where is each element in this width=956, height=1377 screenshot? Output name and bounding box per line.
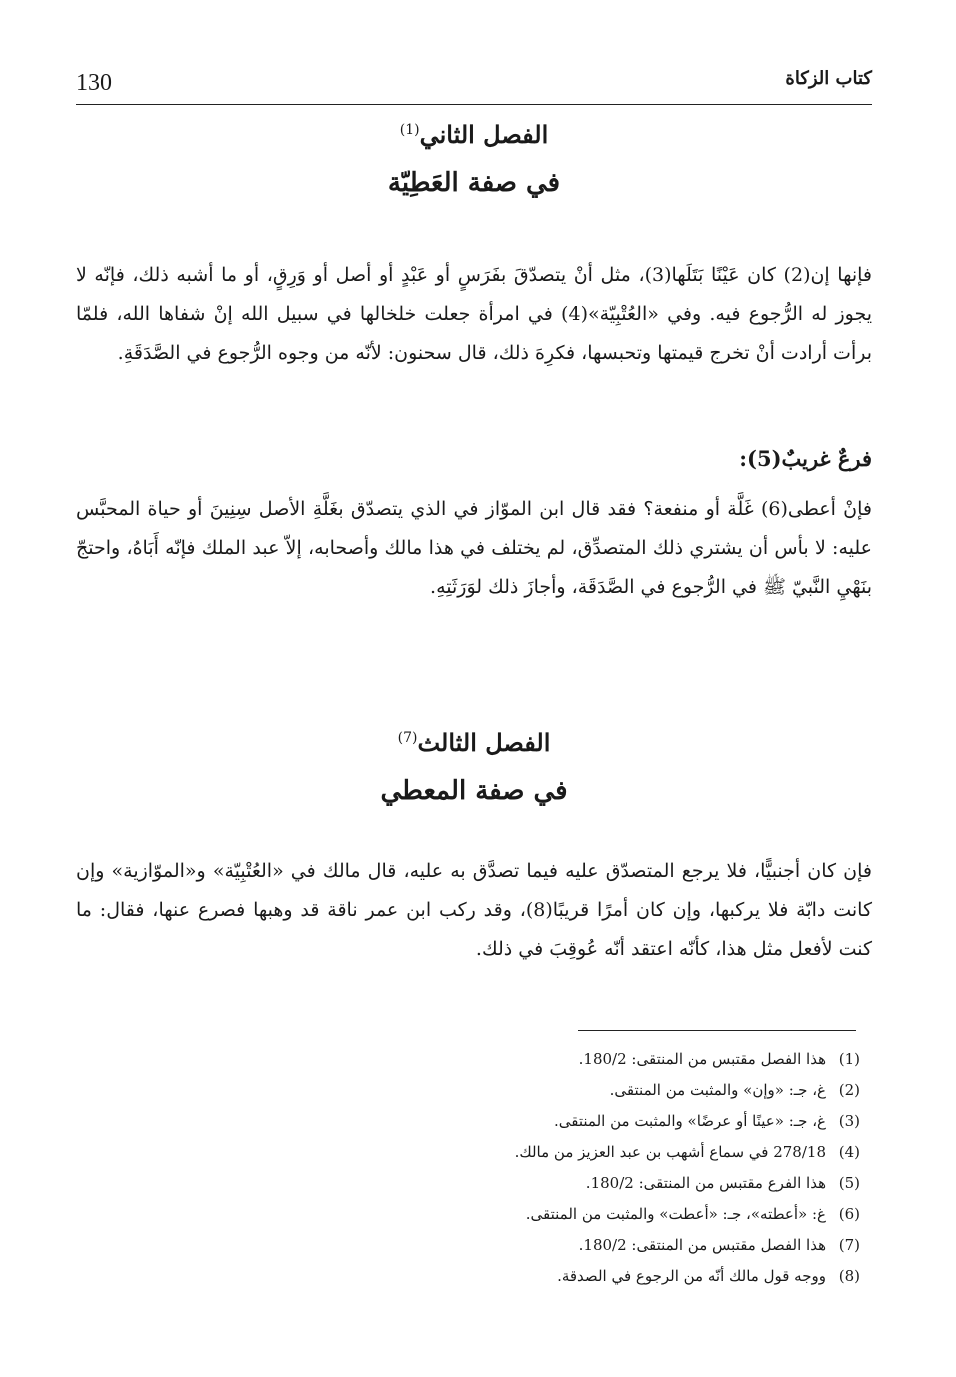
section-2-title [76, 120, 872, 149]
section-3-subtitle: في صفة المعطي [380, 776, 568, 806]
footnote-number: (5) [838, 1174, 860, 1192]
footnote-text: غ، جـ: «وإن» والمثبت من المنتقى. [609, 1081, 826, 1099]
footnote-number: (6) [838, 1205, 860, 1223]
footnote-rule [578, 1030, 856, 1031]
footnote-item [300, 1199, 860, 1230]
footnotes [300, 1044, 860, 1292]
footnote-ref-7: (7) [397, 730, 418, 746]
branch-heading: فرعٌ غريبٌ(5): [739, 446, 872, 471]
footnote-item [300, 1044, 860, 1075]
section-3-title-text: الفصل الثالث [417, 728, 551, 757]
footnote-item [300, 1261, 860, 1292]
footnote-text: هذا الفصل مقتبس من المنتقى: 180/2. [578, 1050, 826, 1068]
footnote-number: (2) [838, 1081, 860, 1099]
footnote-text: 278/18 في سماع أشهب بن عبد العزيز من مالك. [514, 1143, 826, 1161]
section-3-title [76, 728, 872, 757]
book-title: كتاب الزكاة [785, 68, 872, 89]
footnote-number: (3) [838, 1112, 860, 1130]
footnote-item [300, 1106, 860, 1137]
header-rule [76, 104, 872, 105]
running-header [76, 60, 872, 100]
footnote-number: (8) [838, 1267, 860, 1285]
footnote-text: هذا الفصل مقتبس من المنتقى: 180/2. [578, 1236, 826, 1254]
footnote-item [300, 1137, 860, 1168]
footnote-number: (1) [838, 1050, 860, 1068]
branch-paragraph: فإنْ أعطى(6) غَلَّة أو منفعة؟ فقد قال ابن الموّاز في الذي يتصدّق بغَلَّةِ الأصل سِنِينَ أو حياة المحبَّس عليه: لا بأس أن يشتري ذلك المتصدِّق، لم يختلف في هذا مالك وأصحابه، إلاّ عبد الملك فإنّه أَبَاهُ، واحتجّ بنَهْيِ النَّبيّ ﷺ في الرُّجوع في الصَّدَقَة، وأجازَ ذلك لوَرَثَتِهِ. [76, 498, 872, 598]
footnote-text: هذا الفرع مقتبس من المنتقى: 180/2. [585, 1174, 826, 1192]
section-2-paragraph: فإنها إن(2) كان عَيْنًا بَتَلَها(3)، مثل أنْ يتصدّقَ بفَرَسٍ أو عَبْدٍ أو أصل أو وَرِقٍ، أو ما أشبه ذلك، فإنّه لا يجوز له الرُّجوع فيه. وفي «العُتْبِيّة»(4) في امرأة جعلت خلخالها في سبيل الله إنْ شفاها الله، فلمّا برأت أرادت أنْ تخرج قيمتها وتحبسها، فكرِهَ ذلك، قال سحنون: لأنّه من وجوه الرُّجوع في الصَّدَقَةِ. [76, 264, 873, 364]
footnote-item [300, 1168, 860, 1199]
footnote-ref-1: (1) [399, 122, 420, 138]
footnote-item [300, 1075, 860, 1106]
section-2-subtitle: في صفة العَطِيّة [387, 168, 561, 198]
section-2-title-text: الفصل الثاني [419, 120, 549, 149]
footnote-text: غ: «أعطته»، جـ: «أعطت» والمثبت من المنتقى. [525, 1205, 826, 1223]
footnote-number: (4) [838, 1143, 860, 1161]
footnote-text: غ، جـ: «عينًا أو عرضًا» والمثبت من المنتقى. [554, 1112, 826, 1130]
footnote-text: ووجه قول مالك أنّه من الرجوع في الصدقة. [557, 1267, 826, 1285]
page-number: 130 [76, 70, 112, 96]
footnote-item [300, 1230, 860, 1261]
footnote-number: (7) [838, 1236, 860, 1254]
section-3-paragraph: فإن كان أجنبيًّا، فلا يرجع المتصدّق عليه فيما تصدَّق به عليه، قال مالك في «العُتْبِيّة» و«الموّازية» وإن كانت دابّة فلا يركبها، وإن كان أمرًا قريبًا(8)، وقد ركب ابن عمر ناقة قد وهبها فصرع عنها، فقال: ما كنت لأفعل مثل هذا، كأنّه اعتقد أنّه عُوقِبَ في ذلك. [76, 860, 872, 960]
